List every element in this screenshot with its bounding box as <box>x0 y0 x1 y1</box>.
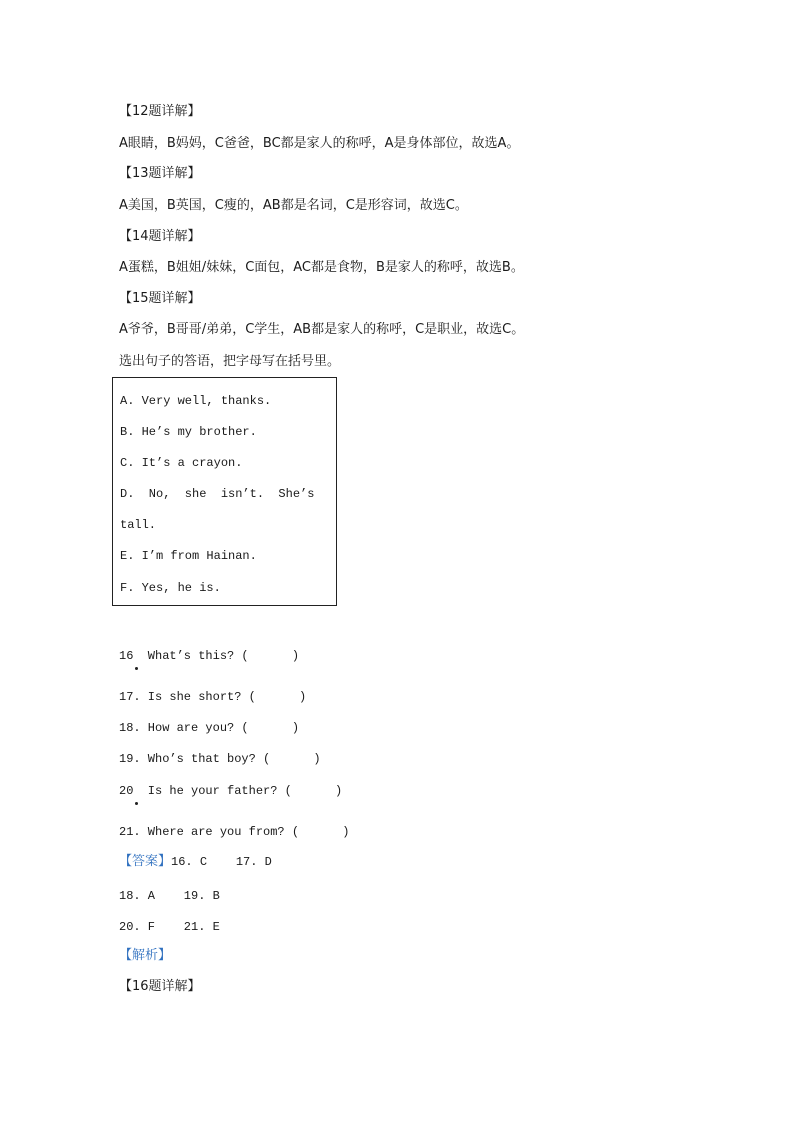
question-18: 18. How are you? ( ) <box>119 721 300 735</box>
question-20-dot <box>135 802 138 805</box>
solution-14-text: A蛋糕，B姐姐/妹妹，C面包，AC都是食物，B是家人的称呼，故选B。 <box>119 260 524 275</box>
solution-13-text: A美国，B英国，C瘦的，AB都是名词，C是形容词，故选C。 <box>119 198 468 213</box>
question-17: 17. Is she short? ( ) <box>119 690 307 704</box>
answer-line-3: 20. F 21. E <box>119 920 220 934</box>
question-21: 21. Where are you from? ( ) <box>119 825 350 839</box>
question-19: 19. Who’s that boy? ( ) <box>119 752 321 766</box>
option-d-continued: tall. <box>120 518 157 532</box>
question-20: 20 Is he your father? ( ) <box>119 784 343 798</box>
option-a: A. Very well, thanks. <box>120 394 272 408</box>
answer-line-1 <box>119 853 272 871</box>
solution-15-text: A爷爷，B哥哥/弟弟，C学生，AB都是家人的称呼，C是职业，故选C。 <box>119 322 525 337</box>
option-b: B. He’s my brother. <box>120 425 257 439</box>
option-c: C. It’s a crayon. <box>120 456 243 470</box>
answer-label: 【答案】 <box>119 854 172 869</box>
options-box <box>112 377 337 606</box>
option-e: E. I’m from Hainan. <box>120 549 257 563</box>
solution-12-header: 【12题详解】 <box>119 104 201 119</box>
answer-line-2: 18. A 19. B <box>119 889 220 903</box>
solution-15-header: 【15题详解】 <box>119 291 201 306</box>
option-f: F. Yes, he is. <box>120 581 221 595</box>
solution-13-header: 【13题详解】 <box>119 166 201 181</box>
analysis-label: 【解析】 <box>119 948 172 963</box>
answer-values-1: 16. C 17. D <box>171 855 272 869</box>
question-16: 16 What’s this? ( ) <box>119 649 300 663</box>
question-16-dot <box>135 667 138 670</box>
solution-14-header: 【14题详解】 <box>119 229 201 244</box>
option-d: D. No, she isn’t. She’s <box>120 487 315 501</box>
solution-16-header: 【16题详解】 <box>119 979 201 994</box>
instruction-text: 选出句子的答语，把字母写在括号里。 <box>119 354 341 369</box>
solution-12-text: A眼睛，B妈妈，C爸爸，BC都是家人的称呼，A是身体部位，故选A。 <box>119 136 520 151</box>
